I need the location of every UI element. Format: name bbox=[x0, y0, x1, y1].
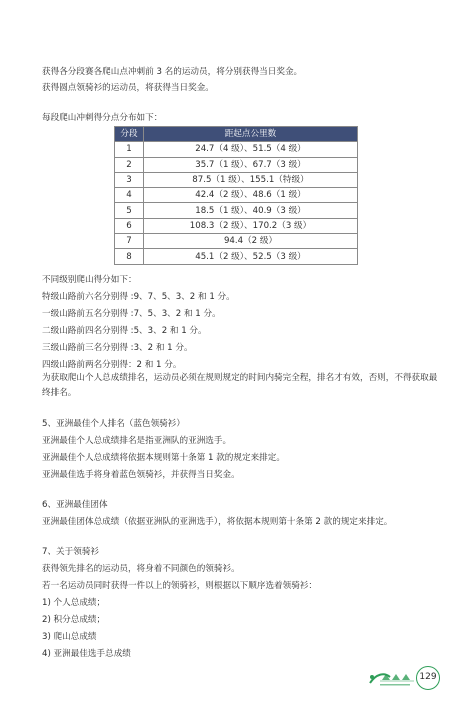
distance-cell: 87.5（1 级）、155.1（特级） bbox=[144, 172, 358, 187]
distance-cell: 45.1（2 级）、52.5（3 级） bbox=[144, 249, 358, 264]
table-row bbox=[115, 234, 358, 249]
distance-cell: 94.4（2 级） bbox=[144, 234, 358, 249]
stage-cell: 8 bbox=[115, 249, 144, 264]
table-header-row bbox=[115, 127, 358, 142]
points-item: 特级山路前六名分别得 :9、7、5、3、2 和 1 分。 bbox=[42, 292, 235, 302]
page-number: 129 bbox=[416, 666, 440, 690]
distance-cell: 35.7（1 级）、67.7（3 级） bbox=[144, 157, 358, 172]
order-item: 2) 积分总成绩； bbox=[42, 615, 106, 625]
stage-cell: 5 bbox=[115, 203, 144, 218]
points-item: 二级山路前四名分别得 :5、3、2 和 1 分。 bbox=[42, 326, 207, 336]
stage-cell: 4 bbox=[115, 188, 144, 203]
points-heading: 不同级别爬山得分如下： bbox=[42, 275, 137, 285]
stage-cell: 3 bbox=[115, 172, 144, 187]
section7-line: 获得领先排名的运动员，将身着不同颜色的领骑衫。 bbox=[42, 564, 240, 574]
points-note: 为获取爬山个人总成绩排名，运动员必须在规则规定的时间内骑完全程，排名才有效，否则，不得获取最终排名。 bbox=[42, 373, 438, 398]
section7-title: 7、关于领骑衫 bbox=[42, 547, 100, 557]
distance-cell: 18.5（1 级）、40.9（3 级） bbox=[144, 203, 358, 218]
table-row bbox=[115, 249, 358, 264]
table-row bbox=[115, 157, 358, 172]
stage-cell: 6 bbox=[115, 218, 144, 233]
section7-line: 若一名运动员同时获得一件以上的领骑衫，则根据以下顺序选着领骑衫： bbox=[42, 581, 318, 591]
intro-line-2: 获得圆点领骑衫的运动员，将获得当日奖金。 bbox=[42, 83, 214, 93]
intro-line-1: 获得各分段赛各爬山点冲刺前 3 名的运动员，将分别获得当日奖金。 bbox=[42, 67, 303, 77]
stage-cell: 2 bbox=[115, 157, 144, 172]
section6-line: 亚洲最佳团体总成绩（依据亚洲队的亚洲选手），将依据本规则第十条第 2 款的规定来排定。 bbox=[42, 517, 393, 527]
order-item: 4) 亚洲最佳选手总成绩 bbox=[42, 649, 131, 659]
distance-cell: 24.7（4 级）、51.5（4 级） bbox=[144, 142, 358, 157]
stage-cell: 1 bbox=[115, 142, 144, 157]
points-item: 一级山路前五名分别得 :7、5、3、2 和 1 分。 bbox=[42, 309, 221, 319]
table-row bbox=[115, 188, 358, 203]
column-header-distance: 距起点公里数 bbox=[144, 127, 358, 142]
section5-line: 亚洲最佳个人总成绩将依据本规则第十条第 1 款的规定来排定。 bbox=[42, 453, 285, 463]
section5-line: 亚洲最佳个人总成绩排名是指亚洲队的亚洲选手。 bbox=[42, 436, 232, 446]
table-row bbox=[115, 172, 358, 187]
distance-cell: 108.3（2 级）、170.2（3 级） bbox=[144, 218, 358, 233]
table-row bbox=[115, 203, 358, 218]
table-row bbox=[115, 218, 358, 233]
brand-logo bbox=[366, 668, 416, 690]
distance-cell: 42.4（2 级）、48.6（1 级） bbox=[144, 188, 358, 203]
stage-cell: 7 bbox=[115, 234, 144, 249]
table-row bbox=[115, 142, 358, 157]
section5-line: 亚洲最佳选手将身着蓝色领骑衫，并获得当日奖金。 bbox=[42, 470, 240, 480]
points-item: 四级山路前两名分别得：2 和 1 分。 bbox=[42, 360, 182, 370]
climb-points-table bbox=[114, 126, 358, 265]
points-item: 三级山路前三名分别得 :3、2 和 1 分。 bbox=[42, 343, 193, 353]
column-header-stage: 分段 bbox=[115, 127, 144, 142]
order-item: 3) 爬山总成绩 bbox=[42, 632, 97, 642]
table-caption: 每段爬山冲刺得分点分布如下： bbox=[42, 113, 163, 123]
section6-title: 6、亚洲最佳团体 bbox=[42, 500, 108, 510]
order-item: 1) 个人总成绩； bbox=[42, 598, 106, 608]
section5-title: 5、亚洲最佳个人排名（蓝色领骑衫） bbox=[42, 419, 185, 429]
